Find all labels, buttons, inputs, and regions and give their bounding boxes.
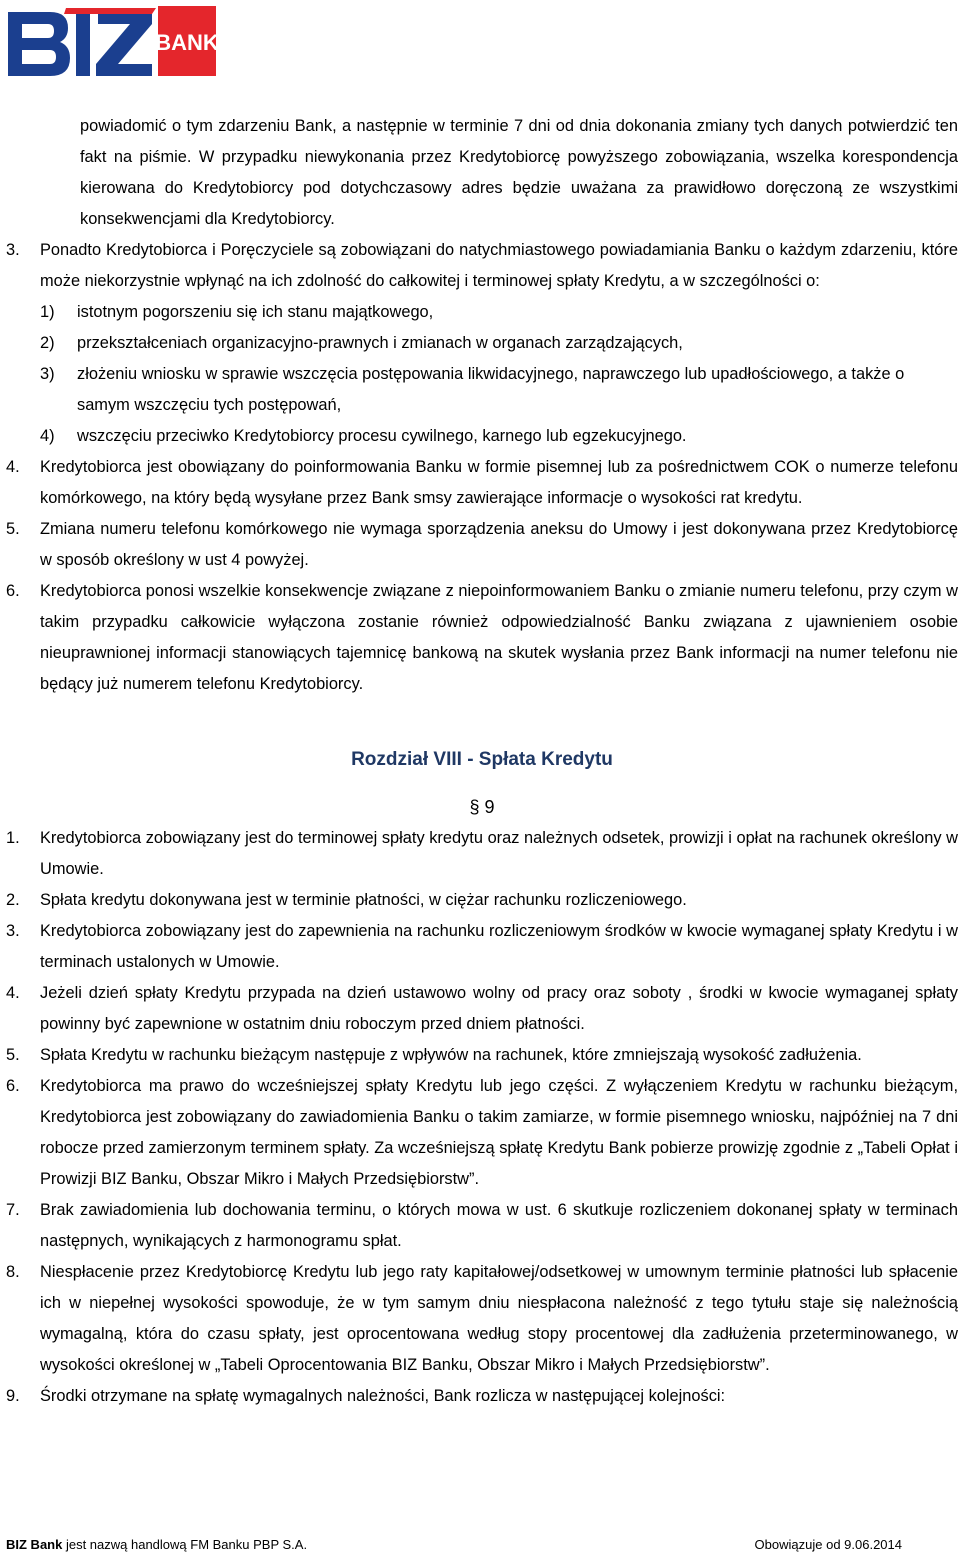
list-item-number: 8.	[6, 1263, 20, 1281]
list-item-number: 6.	[6, 1077, 20, 1095]
list-item-number: 4)	[40, 427, 55, 445]
section-mark: § 9	[469, 797, 495, 817]
list-item-number: 9.	[6, 1387, 20, 1405]
list-item	[6, 916, 958, 978]
list-item	[6, 514, 958, 576]
list-item-text: Kredytobiorca zobowiązany jest do zapewnienia na rachunku rozliczeniowym środków w kwocie wymaganej spłaty Kredytu i w terminach ustalonych w Umowie.	[40, 922, 958, 971]
footer-effective-date: Obowiązuje od 9.06.2014	[754, 1537, 902, 1552]
list-item	[6, 1195, 958, 1257]
sublist-item	[6, 421, 958, 452]
list-item-text: wszczęciu przeciwko Kredytobiorcy procesu cywilnego, karnego lub egzekucyjnego.	[77, 427, 687, 445]
continuation-paragraph: powiadomić o tym zdarzeniu Bank, a następnie w terminie 7 dni od dnia dokonania zmiany tych danych potwierdzić ten fakt na piśmie. W przypadku niewykonania przez Kredytobiorcę powyższego zobowiązania, wszelka korespondencja kierowana do Kredytobiorcy pod dotychczasowy adres będzie uważana za prawidłowo doręczoną ze wszystkimi konsekwencjami dla Kredytobiorcy.	[80, 117, 958, 228]
footer-left-text: jest nazwą handlową FM Banku PBP S.A.	[62, 1537, 308, 1552]
list-item-number: 5.	[6, 1046, 20, 1064]
list-item-text: istotnym pogorszeniu się ich stanu majątkowego,	[77, 303, 434, 321]
list-item	[6, 452, 958, 514]
list-item-text: Ponadto Kredytobiorca i Poręczyciele są zobowiązani do natychmiastowego powiadamiania Banku o każdym zdarzeniu, które może niekorzystnie wpłynąć na ich zdolność do całkowitej i terminowej spłaty Kredytu, a w szczególności o:	[40, 241, 958, 290]
sublist-item	[6, 297, 958, 328]
list-item-text: Zmiana numeru telefonu komórkowego nie wymaga sporządzenia aneksu do Umowy i jest dokonywana przez Kredytobiorcę w sposób określony w ust 4 powyżej.	[40, 520, 958, 569]
list-item	[6, 885, 958, 916]
list-items-a	[6, 235, 958, 297]
list-item-number: 3.	[6, 922, 20, 940]
list-item-text: przekształceniach organizacyjno-prawnych i zmianach w organach zarządzających,	[77, 334, 683, 352]
list-item-number: 5.	[6, 520, 20, 538]
biz-bank-logo-graphic	[6, 4, 218, 80]
list-item-number: 3.	[6, 241, 20, 259]
list-item	[6, 1040, 958, 1071]
list-item-number: 7.	[6, 1201, 20, 1219]
list-item-number: 3)	[40, 365, 55, 383]
list-item	[6, 235, 958, 297]
list-item-text: Niespłacenie przez Kredytobiorcę Kredytu lub jego raty kapitałowej/odsetkowej w umownym terminie płatności lub spłacenie ich w niepełnej wysokości spowoduje, że w tym samym dniu niespłacona należność z tego tytułu staje się należnością wymagalną, która do czasu spłaty, jest oprocentowana według stopy procentowej dla zadłużenia przeterminowanego, w wysokości określonej w „Tabeli Oprocentowania BIZ Banku, Obszar Mikro i Małych Przedsiębiorstw”.	[40, 1263, 958, 1374]
list-item-text: złożeniu wniosku w sprawie wszczęcia postępowania likwidacyjnego, naprawczego lub upadłościowego, a także o samym wszczęciu tych postępowań,	[77, 365, 905, 414]
sublist-item	[6, 328, 958, 359]
list-item-text: Kredytobiorca zobowiązany jest do terminowej spłaty kredytu oraz należnych odsetek, prowizji i opłat na rachunek określony w Umowie.	[40, 829, 958, 878]
list-item	[6, 823, 958, 885]
document-body	[6, 111, 958, 1412]
list-items-c	[6, 823, 958, 1412]
list-item-number: 4.	[6, 984, 20, 1002]
sublist	[6, 297, 958, 452]
list-item	[6, 1071, 958, 1195]
list-item-text: Środki otrzymane na spłatę wymagalnych należności, Bank rozlicza w następującej kolejności:	[40, 1387, 726, 1405]
list-item-text: Kredytobiorca ponosi wszelkie konsekwencje związane z niepoinformowaniem Banku o zmianie numeru telefonu, przy czym w takim przypadku całkowicie wyłączona zostanie również odpowiedzialność Banku związana z ujawnieniem osobie nieuprawnionej informacji stanowiących tajemnicę bankową na skutek wysłania przez Bank informacji na numer telefonu nie będący już numerem telefonu Kredytobiorcy.	[40, 582, 958, 693]
footer-left	[6, 1537, 307, 1553]
list-item-number: 6.	[6, 582, 20, 600]
footer-brand: BIZ Bank	[6, 1537, 63, 1552]
chapter-heading: Rozdział VIII - Spłata Kredytu	[351, 749, 613, 770]
list-item-text: Spłata kredytu dokonywana jest w terminie płatności, w ciężar rachunku rozliczeniowego.	[40, 891, 687, 909]
list-item	[6, 576, 958, 700]
list-item-text: Brak zawiadomienia lub dochowania terminu, o których mowa w ust. 6 skutkuje rozliczeniem dokonanej spłaty w terminach następnych, wynikających z harmonogramu spłat.	[40, 1201, 958, 1250]
list-item-text: Jeżeli dzień spłaty Kredytu przypada na dzień ustawowo wolny od pracy oraz soboty , środki w kwocie wymaganej spłaty powinny być zapewnione w ostatnim dniu roboczym przed dniem płatności.	[40, 984, 958, 1033]
list-item-text: Kredytobiorca ma prawo do wcześniejszej spłaty Kredytu lub jego części. Z wyłączeniem Kredytu w rachunku bieżącym, Kredytobiorca jest zobowiązany do zawiadomienia Banku o takim zamiarze, w formie pisemnego wniosku, najpóźniej na 7 dni robocze przed zamierzonym terminem spłaty. Za wcześniejszą spłatę Kredytu Bank pobierze prowizję zgodnie z „Tabeli Opłat i Prowizji BIZ Banku, Obszar Mikro i Małych Przedsiębiorstw”.	[40, 1077, 958, 1188]
list-item	[6, 978, 958, 1040]
list-item-number: 1.	[6, 829, 20, 847]
list-item-text: Spłata Kredytu w rachunku bieżącym następuje z wpływów na rachunek, które zmniejszają wysokość zadłużenia.	[40, 1046, 862, 1064]
list-item	[6, 1257, 958, 1381]
list-item-number: 2.	[6, 891, 20, 909]
list-item-number: 1)	[40, 303, 55, 321]
logo-bank-text: BANK	[155, 30, 218, 55]
list-items-b	[6, 452, 958, 700]
list-item-number: 2)	[40, 334, 55, 352]
sublist-item	[6, 359, 958, 421]
list-item-number: 4.	[6, 458, 20, 476]
biz-bank-logo	[6, 4, 218, 80]
list-item-text: Kredytobiorca jest obowiązany do poinformowania Banku w formie pisemnej lub za pośrednictwem COK o numerze telefonu komórkowego, na który będą wysyłane przez Bank smsy zawierające informacje o wysokości rat kredytu.	[40, 458, 958, 507]
list-item	[6, 1381, 958, 1412]
